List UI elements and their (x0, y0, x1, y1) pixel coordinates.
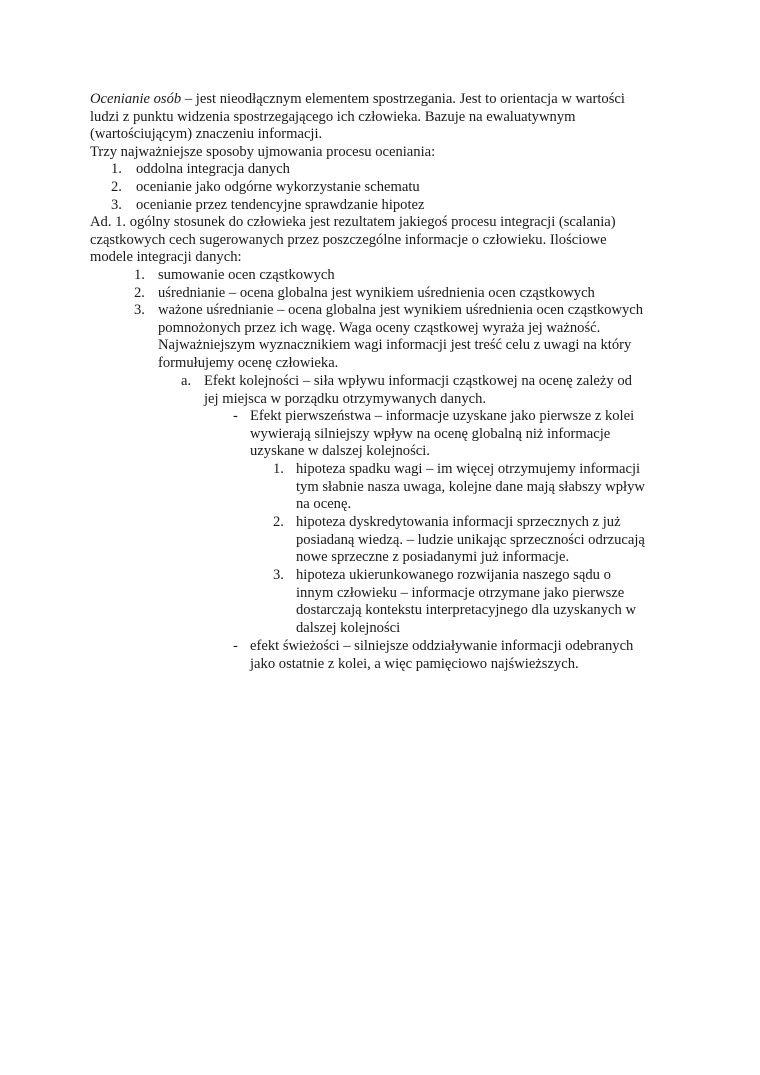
ad1-line3: modele integracji danych: (90, 249, 242, 266)
intro-line1: – jest nieodłącznym elementem spostrzegania. Jest to orientacja w wartości (181, 91, 625, 107)
list-text: hipoteza dyskredytowania informacji sprzecznych z już posiadaną wiedzą. – ludzie unikając sprzeczności odrzucają nowe sprzeczne z posiadanymi już informacje. (296, 514, 645, 566)
ad1-paragraph (90, 214, 616, 267)
list-text: oddolna integracja danych (136, 161, 290, 177)
list-text: ocenianie przez tendencyjne sprawdzanie hipotez (136, 197, 425, 213)
ad1-line2: cząstkowych cech sugerowanych przez poszczególne informacje o człowieku. Ilościowe (90, 231, 607, 248)
list-marker: a. (181, 373, 192, 389)
ad1-line1: Ad. 1. ogólny stosunek do człowieka jest rezultatem jakiegoś procesu integracji (scalania) (90, 214, 616, 230)
list-marker: 3. (134, 302, 145, 318)
list-marker: 2. (273, 514, 284, 530)
intro-paragraph (90, 91, 625, 144)
list-text: hipoteza ukierunkowanego rozwijania naszego sądu o innym człowieku – informacje otrzymane jako pierwsze dostarczają kontekstu interpretacyjnego dla uzyskanych w dalszej kolejności (296, 567, 636, 636)
list-text: sumowanie ocen cząstkowych (158, 267, 335, 283)
dash-marker: - (233, 408, 238, 424)
list-text: ważone uśrednianie – ocena globalna jest wynikiem uśrednienia ocen cząstkowych pomnożonych przez ich wagę. Waga oceny cząstkowej wyraża jej ważność. Najważniejszym wyznacznikiem wagi informacji jest treść celu z uwagi na który formułujemy ocenę człowieka. (158, 302, 644, 371)
intro-line3: (wartościującym) znaczeniu informacji. (90, 126, 323, 143)
list-text: Efekt pierwszeństwa – informacje uzyskane jako pierwsze z kolei wywierają silniejszy wpływ na ocenę globalną niż informacje uzyskane w dalszej kolejności. (250, 408, 635, 460)
dash-marker: - (233, 638, 238, 654)
intro-line2: ludzi z punktu widzenia spostrzegającego ich człowieka. Bazuje na ewaluatywnym (90, 108, 576, 125)
list-marker: 1. (273, 461, 284, 477)
list-marker: 1. (111, 161, 122, 177)
list-marker: 3. (273, 567, 284, 583)
intro-term: Ocenianie osób (90, 91, 182, 107)
list-marker: 2. (111, 179, 122, 195)
list-marker: 1. (134, 267, 145, 283)
list-marker: 3. (111, 197, 122, 213)
list-text: ocenianie jako odgórne wykorzystanie schematu (136, 179, 420, 195)
list-marker: 2. (134, 285, 145, 301)
methods-heading: Trzy najważniejsze sposoby ujmowania procesu oceniania: (90, 144, 436, 160)
list-text: efekt świeżości – silniejsze oddziaływanie informacji odebranych jako ostatnie z kolei, a więc pamięciowo najświeższych. (250, 638, 634, 672)
list-text: hipoteza spadku wagi – im więcej otrzymujemy informacji tym słabnie nasza uwaga, kolejne dane mają słabszy wpływ na ocenę. (296, 461, 645, 513)
list-text: uśrednianie – ocena globalna jest wynikiem uśrednienia ocen cząstkowych (158, 285, 595, 301)
list-text: Efekt kolejności – siła wpływu informacji cząstkowej na ocenę zależy od jej miejsca w porządku otrzymywanych danych. (204, 373, 632, 407)
